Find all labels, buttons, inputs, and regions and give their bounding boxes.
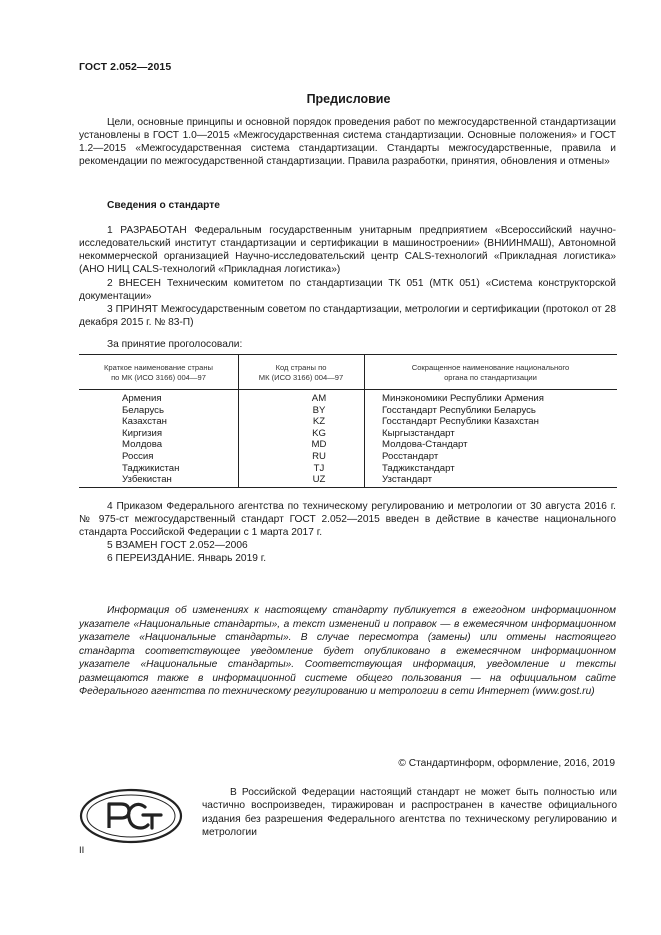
item-adopted: 3 ПРИНЯТ Межгосударственным советом по стандартизации, метрологии и сертификации (протокол от 28 декабря 2015 г. № 83-П) [79, 304, 616, 329]
page-number: II [79, 845, 85, 856]
table-row: Беларусь BY Госстандарт Республики Беларусь [122, 404, 536, 416]
table-body [79, 393, 617, 486]
item-enacted: 4 Приказом Федерального агентства по техническому регулированию и метрологии от 30 августа 2016 г. № 975-ст межгосударственный стандарт ГОСТ 2.052—2015 введен в действие в качестве национального стандарта Российской Федерации с 1 марта 2017 г. [79, 501, 616, 539]
table-header [79, 355, 617, 390]
rst-certification-mark-icon [79, 788, 183, 844]
header-country: Краткое наименование страны по МК (ИСО 3166) 004—97 [104, 363, 213, 382]
intro-paragraph: Цели, основные принципы и основной порядок проведения работ по межгосударственной стандартизации установлены в ГОСТ 1.0—2015 «Межгосударственная система стандартизации. Основные положения» и ГОСТ 1.2—2015 «Межгосударственная система стандартизации. Стандарты межгосударственные, правила и рекомендации по межгосударственной стандартизации. Правила разработки, принятия, обновления и отмены» [79, 117, 616, 168]
table-row: Узбекистан UZ Узстандарт [122, 474, 433, 486]
table-row: Россия RU Росстандарт [122, 450, 439, 462]
item-developed: 1 РАЗРАБОТАН Федеральным государственным унитарным предприятием «Всероссийский научно-исследовательский институт стандартизации и сертификации в машиностроении» (ВНИИНМАШ), Автономной некоммерческой организацией Научно-исследовательский центр CALS-технологий «Прикладная логистика» (АНО НИЦ CALS-технологий «Прикладная логистика») [79, 225, 616, 276]
item-submitted: 2 ВНЕСЕН Техническим комитетом по стандартизации ТК 051 (МТК 051) «Система конструкторской документации» [79, 278, 616, 303]
rights-notice: В Российской Федерации настоящий стандарт не может быть полностью или частично воспроизведен, тиражирован и распространен в качестве официального издания без разрешения Федерального агентства по техническому регулированию и метрологии [202, 787, 617, 838]
header-body: Сокращенное наименование национального органа по стандартизации [411, 363, 570, 382]
page-title: Предисловие [306, 92, 391, 106]
table-row: Таджикистан TJ Таджикстандарт [122, 462, 455, 474]
table-row: Молдова MD Молдова-Стандарт [122, 439, 468, 451]
changes-info-notice: Информация об изменениях к настоящему стандарту публикуется в ежегодном информационном указателе «Национальные стандарты», а текст изменений и поправок — в ежемесячном информационном указателе «Национальные стандарты». В случае пересмотра (замены) или отмены настоящего стандарта соответствующее уведомление будет опубликовано в ежемесячном информационном указателе «Национальные стандарты». Соответствующая информация, уведомление и тексты размещаются также в информационной системе общего пользования — на официальном сайте Федерального агентства по техническому регулированию и метрологии в сети Интернет (www.gost.ru) [79, 605, 616, 697]
table-row: Казахстан KZ Госстандарт Республики Казахстан [122, 416, 539, 428]
table-row: Армения AM Минэкономики Республики Армения [122, 393, 544, 404]
voted-label: За принятие проголосовали: [107, 339, 243, 350]
info-heading: Сведения о стандарте [107, 200, 220, 211]
copyright-line: © Стандартинформ, оформление, 2016, 2019 [398, 758, 615, 769]
item-reissue: 6 ПЕРЕИЗДАНИЕ. Январь 2019 г. [107, 553, 267, 564]
item-replaces: 5 ВЗАМЕН ГОСТ 2.052—2006 [107, 540, 248, 551]
header-code: Код страны по МК (ИСО 3166) 004—97 [258, 363, 344, 382]
table-row: Киргизия KG Кыргызстандарт [122, 427, 455, 439]
voting-table [79, 354, 617, 488]
document-code-header: ГОСТ 2.052—2015 [79, 61, 172, 73]
